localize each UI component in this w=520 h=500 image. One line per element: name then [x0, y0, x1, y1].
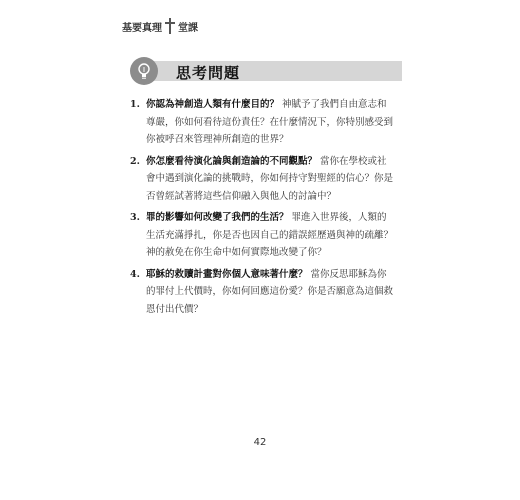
- question-number: 1.: [130, 99, 140, 110]
- running-header: [122, 18, 198, 34]
- question-number: 3.: [130, 212, 140, 223]
- header-title-right: 堂課: [178, 22, 198, 34]
- header-title-left: 基要真理: [122, 22, 162, 34]
- question-text: 當你反思耶穌為你的罪付上代價時，你如何回應這份愛？你是否願意為這個救恩付出代價？: [146, 268, 394, 315]
- question-text: 神賦予了我們自由意志和尊嚴，你如何看待這份責任？在什麼情況下，你特別感受到你被呼召來管理神所創造的世界？: [146, 99, 394, 145]
- question-heading: 耶穌的救贖計畫對你個人意味著什麼？: [146, 268, 308, 280]
- section-title: 思考問題: [176, 64, 241, 82]
- page-number: 42: [253, 437, 267, 448]
- question-item: [130, 153, 396, 206]
- question-heading: 罪的影響如何改變了我們的生活？: [146, 212, 289, 223]
- question-number: 2.: [130, 155, 140, 167]
- question-heading: 你認為神創造人類有什麼目的？: [146, 99, 280, 110]
- question-number: 4.: [130, 268, 140, 280]
- question-list: [130, 96, 396, 322]
- question-text: 罪進入世界後，人類的生活充滿掙扎，你是否也因自己的錯誤經歷過與神的疏離？神的赦免在你生命中如何實際地改變了你？: [146, 212, 394, 258]
- question-item: [130, 209, 396, 262]
- question-item: [130, 266, 396, 319]
- cross-icon: [163, 18, 177, 34]
- question-heading: 你怎麼看待演化論與創造論的不同觀點？: [146, 155, 318, 167]
- question-text: 當你在學校或社會中遇到演化論的挑戰時，你如何持守對聖經的信心？你是否曾經試著將這些信仰融入與他人的討論中？: [146, 155, 394, 202]
- lightbulb-icon: [130, 57, 158, 85]
- question-item: [130, 96, 396, 149]
